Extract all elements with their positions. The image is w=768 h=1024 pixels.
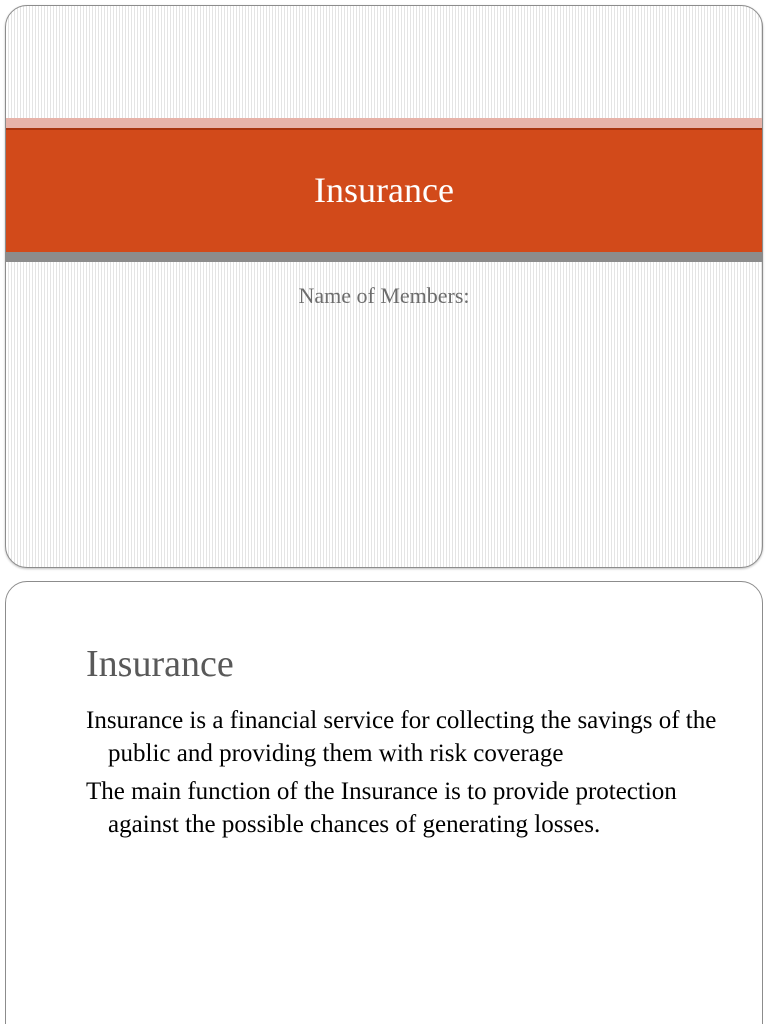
content-paragraph: The main function of the Insurance is to provide protection against the possible chances of generating losses. bbox=[86, 778, 677, 838]
slide-subtitle: Name of Members: bbox=[298, 283, 470, 308]
title-bottom-accent-band bbox=[6, 252, 762, 262]
title-slide bbox=[5, 5, 763, 568]
content-paragraph: Insurance is a financial service for collecting the savings of the public and providing them with risk coverage bbox=[86, 707, 717, 767]
slide-title: Insurance bbox=[314, 170, 454, 210]
content-body bbox=[86, 704, 726, 846]
content-heading: Insurance bbox=[86, 643, 234, 685]
title-top-accent-band bbox=[6, 118, 762, 128]
content-slide bbox=[5, 581, 763, 1024]
